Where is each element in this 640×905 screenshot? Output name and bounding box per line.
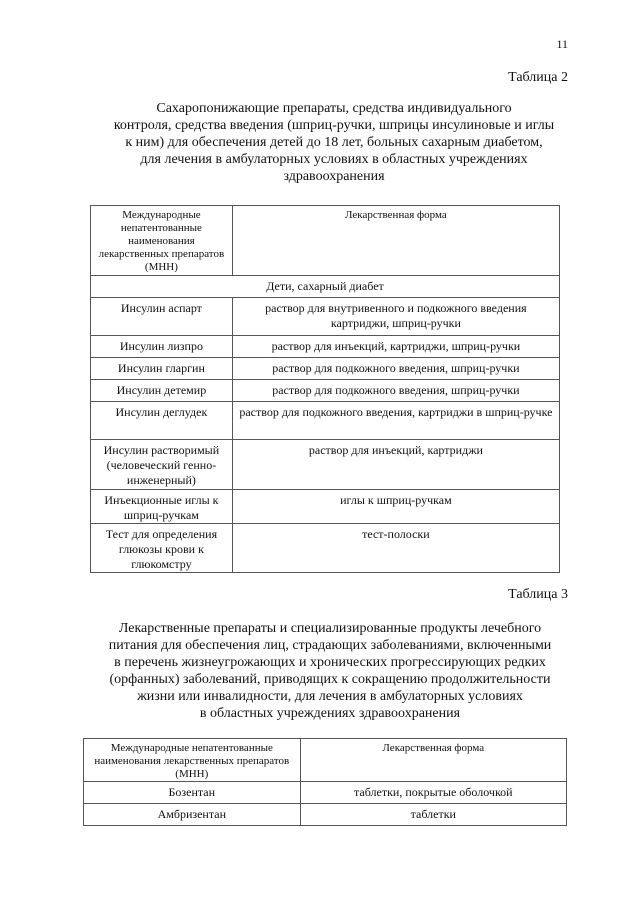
table-cell-form: тест-полоски [232, 524, 559, 573]
table3-header-form: Лекарственная форма [300, 739, 566, 782]
table-cell-form: раствор для подкожного введения, картриджи в шприц-ручке [232, 402, 559, 440]
table3-header-mnn: Международные непатентованные наименования лекарственных препаратов (МНН) [84, 739, 301, 782]
table3-title-line: в перечень жизнеугрожающих и хронических прогрессирующих редких [114, 655, 546, 670]
table-cell-mnn: Инсулин аспарт [91, 298, 233, 336]
table2-header-mnn: Международные непатентованные наименования лекарственных препаратов (МНН) [91, 206, 233, 276]
table3 [83, 738, 567, 826]
table-cell-mnn: Инсулин гларгин [91, 358, 233, 380]
table3-title-line: (орфанных) заболеваний, приводящих к сокращению продолжительности [109, 672, 551, 687]
table2-title-line: здравоохранения [283, 169, 385, 184]
table2-section: Дети, сахарный диабет [91, 276, 560, 298]
table-row [84, 782, 567, 804]
table2-title-line: контроля, средства введения (шприц-ручки, шприцы инсулиновые и иглы [113, 118, 555, 133]
table-row [91, 490, 560, 524]
table-row [91, 440, 560, 490]
table-cell-mnn: Инсулин растворимый (человеческий генно-инженерный) [91, 440, 233, 490]
table3-title-line: Лекарственные препараты и специализированные продукты лечебного [118, 621, 542, 636]
table2-title-line: к ним) для обеспечения детей до 18 лет, больных сахарным диабетом, [125, 135, 543, 150]
table3-label: Таблица 3 [508, 587, 568, 602]
table-cell-mnn: Инсулин лизпро [91, 336, 233, 358]
table-row [91, 380, 560, 402]
table-cell-mnn: Инсулин деглудек [91, 402, 233, 440]
page-number: 11 [556, 37, 568, 51]
table-cell-mnn: Бозентан [84, 782, 301, 804]
table-row [91, 358, 560, 380]
table2-section-row [91, 276, 560, 298]
table3-title [80, 620, 580, 722]
table-cell-mnn: Инсулин детемир [91, 380, 233, 402]
table-cell-mnn: Инъекционные иглы к шприц-ручкам [91, 490, 233, 524]
table-cell-form: раствор для подкожного введения, шприц-ручки [232, 380, 559, 402]
table2-header-form: Лекарственная форма [232, 206, 559, 276]
table-cell-mnn: Тест для определения глюкозы крови к глюкомстру [91, 524, 233, 573]
table-row [91, 298, 560, 336]
table-cell-form: раствор для подкожного введения, шприц-ручки [232, 358, 559, 380]
table2-title-line: для лечения в амбулаторных условиях в областных учреждениях [140, 152, 528, 167]
table-cell-form: иглы к шприц-ручкам [232, 490, 559, 524]
table-cell-mnn: Амбризентан [84, 804, 301, 826]
table2-title-line: Сахаропонижающие препараты, средства индивидуального [156, 101, 512, 116]
table2 [90, 205, 560, 573]
table-row [91, 336, 560, 358]
table3-header-row [84, 739, 567, 782]
table3-title-line: жизни или инвалидности, для лечения в амбулаторных условиях [137, 689, 523, 704]
table2-header-row [91, 206, 560, 276]
table-cell-form: таблетки [300, 804, 566, 826]
table3-title-line: питания для обеспечения лиц, страдающих заболеваниями, включенными [108, 638, 552, 653]
table2-title [88, 100, 580, 185]
table-cell-form: таблетки, покрытые оболочкой [300, 782, 566, 804]
table-cell-form: раствор для инъекций, картриджи, шприц-ручки [232, 336, 559, 358]
table-row [91, 402, 560, 440]
table-row [91, 524, 560, 573]
table2-label: Таблица 2 [508, 70, 568, 85]
table-row [84, 804, 567, 826]
table3-title-line: в областных учреждениях здравоохранения [199, 706, 461, 721]
table-cell-form: раствор для внутривенного и подкожного введения картриджи, шприц-ручки [232, 298, 559, 336]
table-cell-form: раствор для инъекций, картриджи [232, 440, 559, 490]
